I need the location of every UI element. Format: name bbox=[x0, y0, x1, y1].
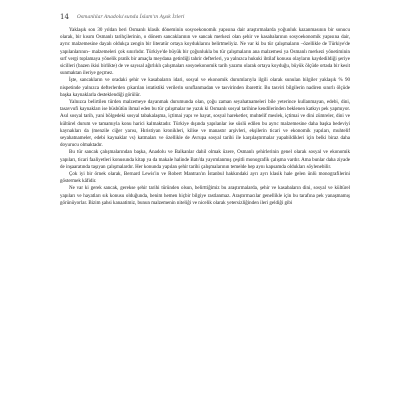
paragraph: İşte, sancakların ve oradaki şehir ve kasabaların idari, sosyal ve ekonomik durumlarıyla ilgili olarak sunulan bilgiler yaklaşık % 90 nispetinde yalnızca defterlerden çıkarılan istatistiki verilerin sınıflanmadan ve tasvirinden ibarettir. Bu tasviri bilgilerin nadiren sınırlı ölçüde başka kaynaklarla desteklendiği görülür. bbox=[60, 78, 350, 98]
paragraph: Ne var ki gerek sancak, gerekse şehir tarihi türünden olsun, belirttiğimiz bu araştırmalarda, şehir ve kasabaların dini, sosyal ve kültürel yapıları ve hayatları sık konusu olduğunda, benim hemen hiçbir bilgiye rastlanmaz. Araştırmacılar genellikle için bu tarafına pek yanaşmamış görünüyorlar. Bizim şahsi kanaatimiz, bunun malzemenin niteliği ve nicelik olarak yetersizliğinden ileri geldiği gibi bbox=[60, 186, 350, 206]
paragraph: Bu tür sancak çalışmalarından başka, Anadolu ve Balkanlar dahil olmak üzere, Osmanlı şehirlerinin genel olarak sosyal ve ekonomik yapıları, ticari faaliyetleri konusunda kitap ya da makale halinde Batı'da yayımlanmış çeşitli monografik çalışma vardır. Ama bunlar daha ziyade de inşaaratında taşıyan çalışmalardır. Her konunda yapılan şehir tarihi çalışmalarının temelde hep aynı kapsamda oldukları söylenebilir. bbox=[60, 150, 350, 170]
running-title: Osmanlılar Anadolu'sunda İslam'ın Ayak İzleri bbox=[77, 15, 185, 20]
paragraph: Çok iyi bir örnek olarak, Bernard Lewis'in ve Robert Mantran'ın İstanbul hakkındaki ayrı ayrı klasik hale gelen ünlü monografilerini göstermek kâfidir. bbox=[60, 172, 350, 185]
body-text bbox=[60, 27, 350, 390]
paragraph: Yaklaşık son 30 yıldan beri Osmanlı klasik döneminin sosyoekonomik yapısına dair araştırmalarda yoğunluk kazanmasının bir sonucu olarak, bir kısım Osmanlı tarihçilerinin, o dönem sancaklarının ve sancak merkezi olan şehir ve kasabalarının sosyoekonomik yapısına dair, ayrıc malzemesine dayalı oldukça zengin bir literatür ortaya koyduklarını belirtmeliyiz. Ne var ki bu tür çalışmaların –özellikle de Türkiye'de yapılanlarının– malzemeleri çok sınırlıdır. Türkiye'de büyük bir çoğunlukla bu tür çalışmaların ana malzemesi ya Osmanlı merkezi yönetiminin sırf vergi toplamaya yönelik pratik bir amaçla meydana getirdiği tahrir defterleri, ya yalnızca hukuki ihtilaf konusu olayların kaydedildiği şeriye sicilleri (bazen ikisi birlikte) de ve sayısal ağırlıklı çalışmaları sosyoekonomik tarih yazımı olarak ortaya koyduğu, büyük ölçüde ortada bir kesit sunmaktan ileriye geçmez. bbox=[60, 28, 350, 77]
page-header bbox=[60, 13, 350, 25]
paragraph: Yalnızca belirtilen türden malzemeye dayanmak durumunda olan, çoğu zaman seyahatnameleri bile yeterince kullanmayan, edebi, dini, tasavvufi kaynakları ise büsbütün ihmal eden bu tür çalışmalar ne yazık ki Osmanlı sosyal tarihine kendilerinden beklenen katkıyı pek yapmıyor. Asıl sosyal tarih, yani bölgedeki sosyal tabakalaşma, içtimai yapı ve hayat, sosyal hareketler, muhtelif meslek, içtimai ve dini zümreler, dini ve kültürel durum ve tamamıyla konu harici kalmaktadır. Türkiye dışında yapılanlar ise süslü edilen bu ayrıc malzemesine daha başka bedeviyi kaynakları da (menzile ciğer yarısı, Hıristiyan kronikleri, kilise ve manastır arşivleri, ekşilerin ticari ve ekonomik yapıları, muhtelif seyahatnameler, edebi kaynaklar vs) katmaları ve özellikle de Avrupa sosyal tarihi ile karşılaştırmalar yapabildikleri için belki biraz daha doyurucu olmaktadır. bbox=[60, 100, 350, 149]
page-number: 14 bbox=[60, 13, 69, 21]
